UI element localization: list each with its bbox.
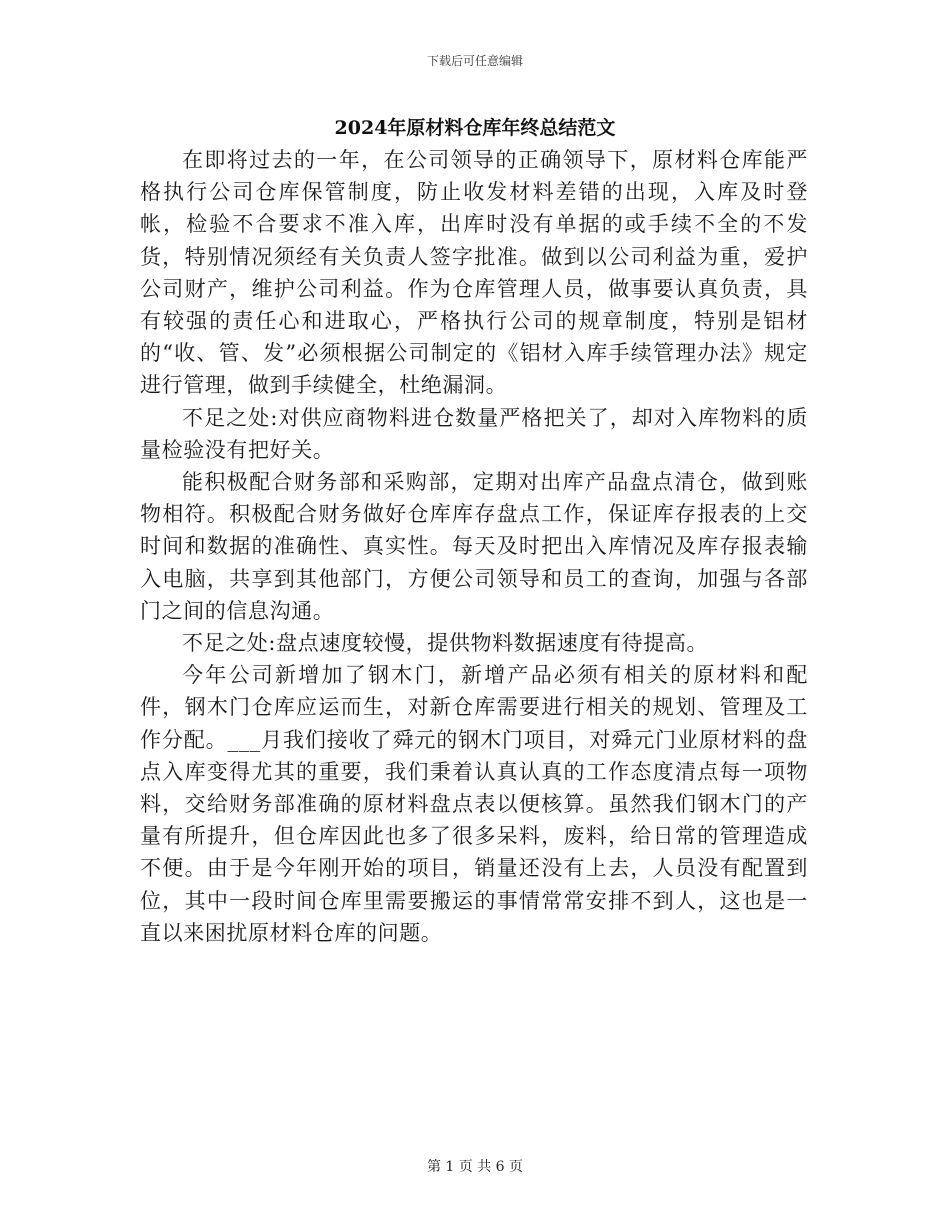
paragraph: 不足之处:盘点速度较慢，提供物料数据速度有待提高。 xyxy=(182,631,709,656)
paragraph: 今年公司新增加了钢木门，新增产品必须有相关的原材料和配件，钢木门仓库应运而生，对新仓库需要进行相关的规划、管理及工作分配。___月我们接收了舜元的钢木门项目，对舜元门业原材料的盘点入库变得尤其的重要，我们秉着认真认真的工作态度清点每一项物料，交给财务部准确的原材料盘点表以便核算。虽然我们钢木门的产量有所提升，但仓库因此也多了很多呆料，废料，给日常的管理造成不便。由于是今年刚开始的项目，销量还没有上去，人员没有配置到位，其中一段时间仓库里需要搬运的事情常常安排不到人，这也是一直以来困扰原材料仓库的问题。 xyxy=(140,663,808,945)
document-title: 2024年原材料仓库年终总结范文 xyxy=(334,117,616,139)
paragraph: 不足之处:对供应商物料进仓数量严格把关了，却对入库物料的质量检验没有把好关。 xyxy=(140,405,808,462)
paragraph: 在即将过去的一年，在公司领导的正确领导下，原材料仓库能严格执行公司仓库保管制度，防止收发材料差错的出现，入库及时登帐，检验不合要求不准入库，出库时没有单据的或手续不全的不发货，特别情况须经有关负责人签字批准。做到以公司利益为重，爱护公司财产，维护公司利益。作为仓库管理人员，做事要认真负责，具有较强的责任心和进取心，严格执行公司的规章制度，特别是铝材的“收、管、发”必须根据公司制定的《铝材入库手续管理办法》规定进行管理，做到手续健全，杜绝漏洞。 xyxy=(140,148,808,398)
paragraph: 能积极配合财务部和采购部，定期对出库产品盘点清仓，做到账物相符。积极配合财务做好仓库库存盘点工作，保证库存报表的上交时间和数据的准确性、真实性。每天及时把出入库情况及库存报表输入电脑，共享到其他部门，方便公司领导和员工的查询，加强与各部门之间的信息沟通。 xyxy=(140,470,808,623)
document-body xyxy=(140,144,808,949)
page-header-note: 下载后可任意编辑 xyxy=(426,54,523,68)
page-number-footer: 第 1 页 共 6 页 xyxy=(426,1159,524,1175)
